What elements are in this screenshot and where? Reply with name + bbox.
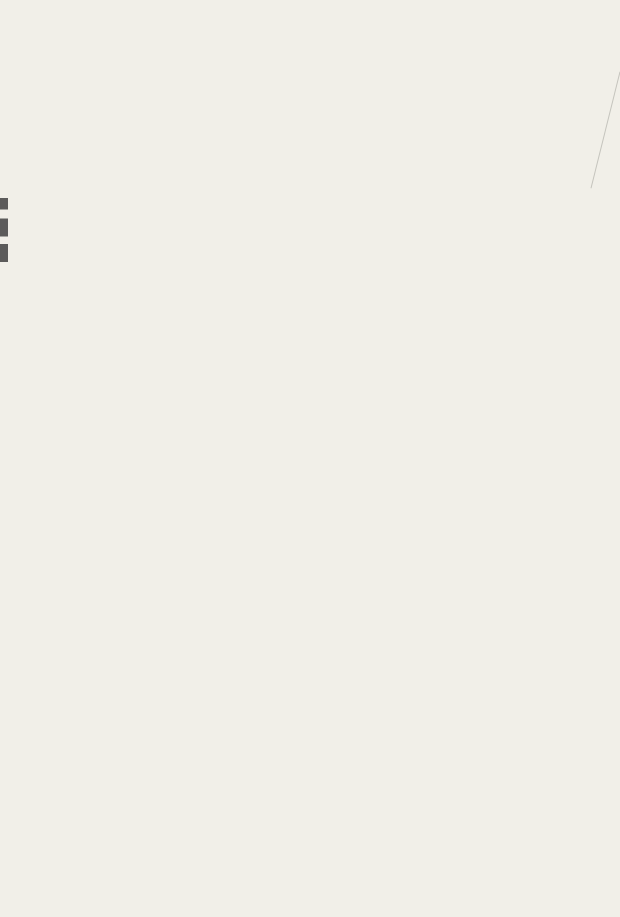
- binding-shadow: [0, 198, 8, 262]
- scan-scratch: [590, 72, 620, 189]
